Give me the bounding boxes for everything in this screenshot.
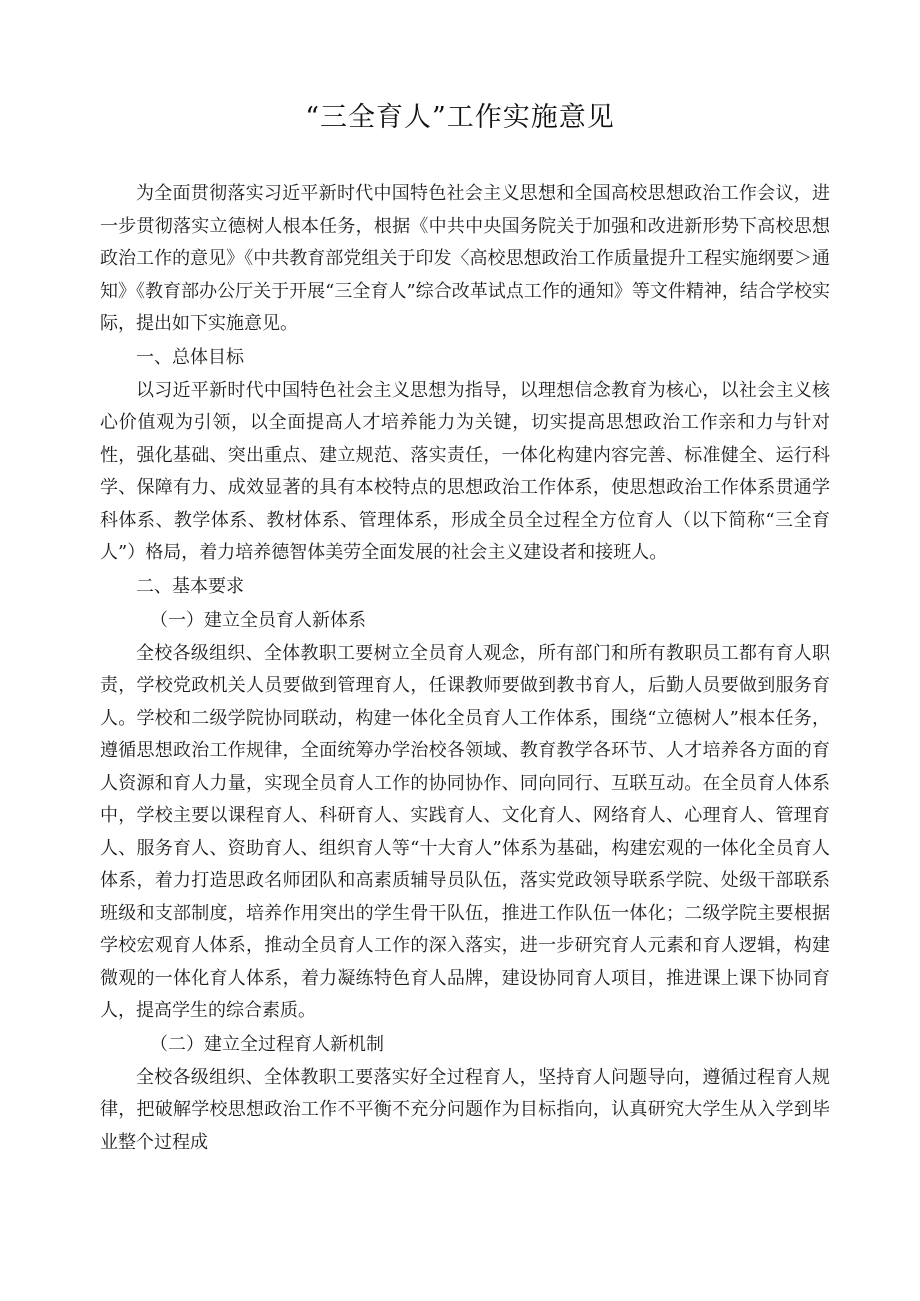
overall-goal-paragraph: 以习近平新时代中国特色社会主义思想为指导，以理想信念教育为核心，以社会主义核心价值观为引领，以全面提高人才培养能力为关键，切实提高思想政治工作亲和力与针对性，强化基础、突出重点、建立规范、落实责任，一体化构建内容完善、标准健全、运行科学、保障有力、成效显著的具有本校特点的思想政治工作体系，使思想政治工作体系贯通学科体系、教学体系、教材体系、管理体系，形成全员全过程全方位育人（以下简称“三全育人”）格局，着力培养德智体美劳全面发展的社会主义建设者和接班人。	[100, 379, 830, 563]
section-heading-overall-goal: 一、总体目标	[136, 346, 244, 368]
intro-paragraph: 为全面贯彻落实习近平新时代中国特色社会主义思想和全国高校思想政治工作会议，进一步贯彻落实立德树人根本任务，根据《中共中央国务院关于加强和改进新形势下高校思想政治工作的意见》《中共教育部党组关于印发〈高校思想政治工作质量提升工程实施纲要＞通知》《教育部办公厅关于开展“三全育人”综合改革试点工作的通知》等文件精神，结合学校实际，提出如下实施意见。	[100, 183, 830, 334]
document-title: “三全育人”工作实施意见	[305, 102, 615, 133]
all-staff-paragraph: 全校各级组织、全体教职工要树立全员育人观念，所有部门和所有教职员工都有育人职责，学校党政机关人员要做到管理育人，任课教师要做到教书育人，后勤人员要做到服务育人。学校和二级学院协同联动，构建一体化全员育人工作体系，围绕“立德树人”根本任务，遵循思想政治工作规律，全面统筹办学治校各领域、教育教学各环节、人才培养各方面的育人资源和育人力量，实现全员育人工作的协同协作、同向同行、互联互动。在全员育人体系中，学校主要以课程育人、科研育人、实践育人、文化育人、网络育人、心理育人、管理育人、服务育人、资助育人、组织育人等“十大育人”体系为基础，构建宏观的一体化全员育人体系，着力打造思政名师团队和高素质辅导员队伍，落实党政领导联系学院、处级干部联系班级和支部制度，培养作用突出的学生骨干队伍，推进工作队伍一体化；二级学院主要根据学校宏观育人体系，推动全员育人工作的深入落实，进一步研究育人元素和育人逻辑，构建微观的一体化育人体系，着力凝练特色育人品牌，建设协同育人项目，推进课上课下协同育人，提高学生的综合素质。	[100, 642, 830, 1021]
whole-process-paragraph: 全校各级组织、全体教职工要落实好全过程育人，坚持育人问题导向，遵循过程育人规律，把破解学校思想政治工作不平衡不充分问题作为目标指向，认真研究大学生从入学到毕业整个过程成	[100, 1066, 830, 1153]
section-heading-basic-requirements: 二、基本要求	[136, 575, 244, 597]
document-body	[100, 178, 830, 1159]
subsection-heading-whole-process: （二）建立全过程育人新机制	[150, 1033, 384, 1055]
subsection-heading-all-staff: （一）建立全员育人新体系	[150, 609, 366, 631]
